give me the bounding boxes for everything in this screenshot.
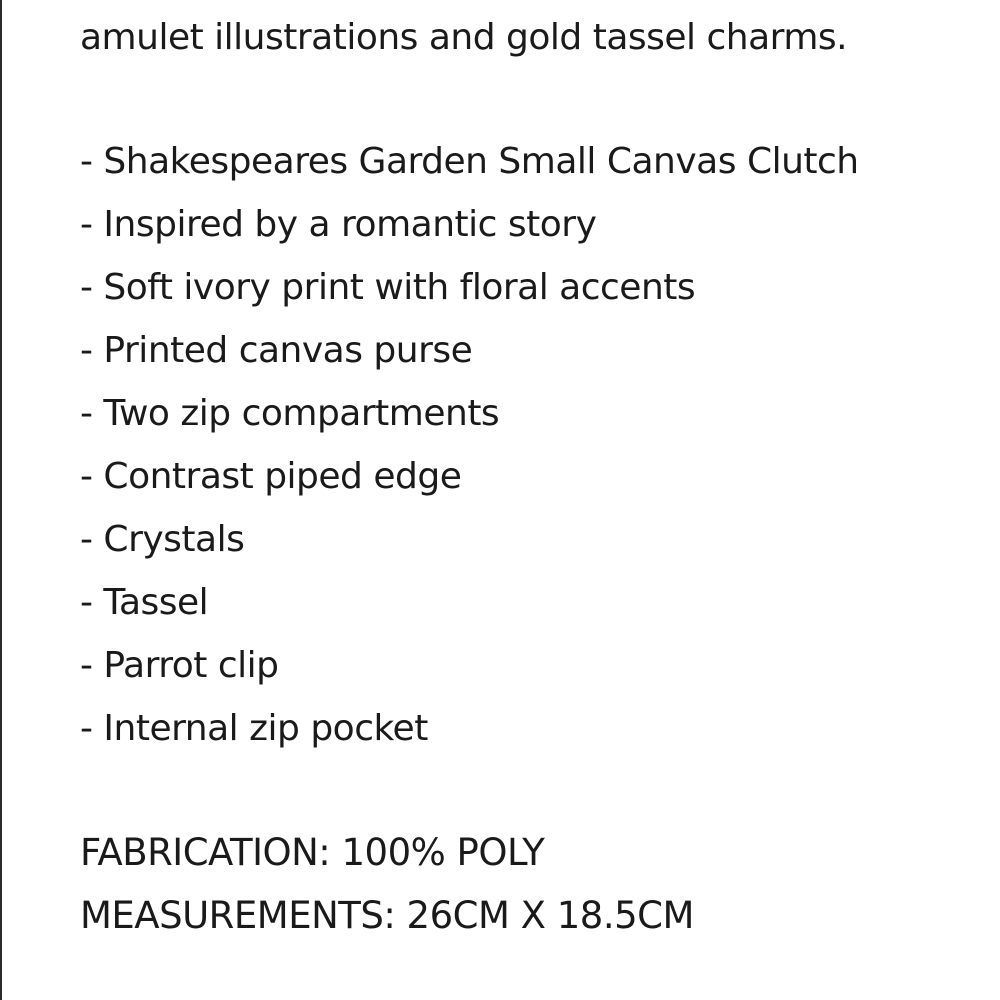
feature-item: - Crystals [80, 519, 245, 560]
feature-item: - Printed canvas purse [80, 330, 473, 371]
fabrication-spec: FABRICATION: 100% POLY [80, 831, 545, 874]
feature-list [80, 130, 980, 760]
description-intro: amulet illustrations and gold tassel charms. [80, 17, 848, 58]
feature-item: - Internal zip pocket [80, 708, 428, 749]
feature-item: - Contrast piped edge [80, 456, 462, 497]
feature-item: - Soft ivory print with floral accents [80, 267, 696, 308]
left-border [0, 0, 2, 1000]
feature-item: - Shakespeares Garden Small Canvas Clutch [80, 141, 859, 182]
feature-item: - Parrot clip [80, 645, 279, 686]
feature-item: - Tassel [80, 582, 209, 623]
product-description [80, 0, 980, 947]
measurements-spec: MEASUREMENTS: 26CM X 18.5CM [80, 894, 694, 937]
spec-list [80, 821, 980, 947]
feature-item: - Inspired by a romantic story [80, 204, 597, 245]
feature-item: - Two zip compartments [80, 393, 500, 434]
